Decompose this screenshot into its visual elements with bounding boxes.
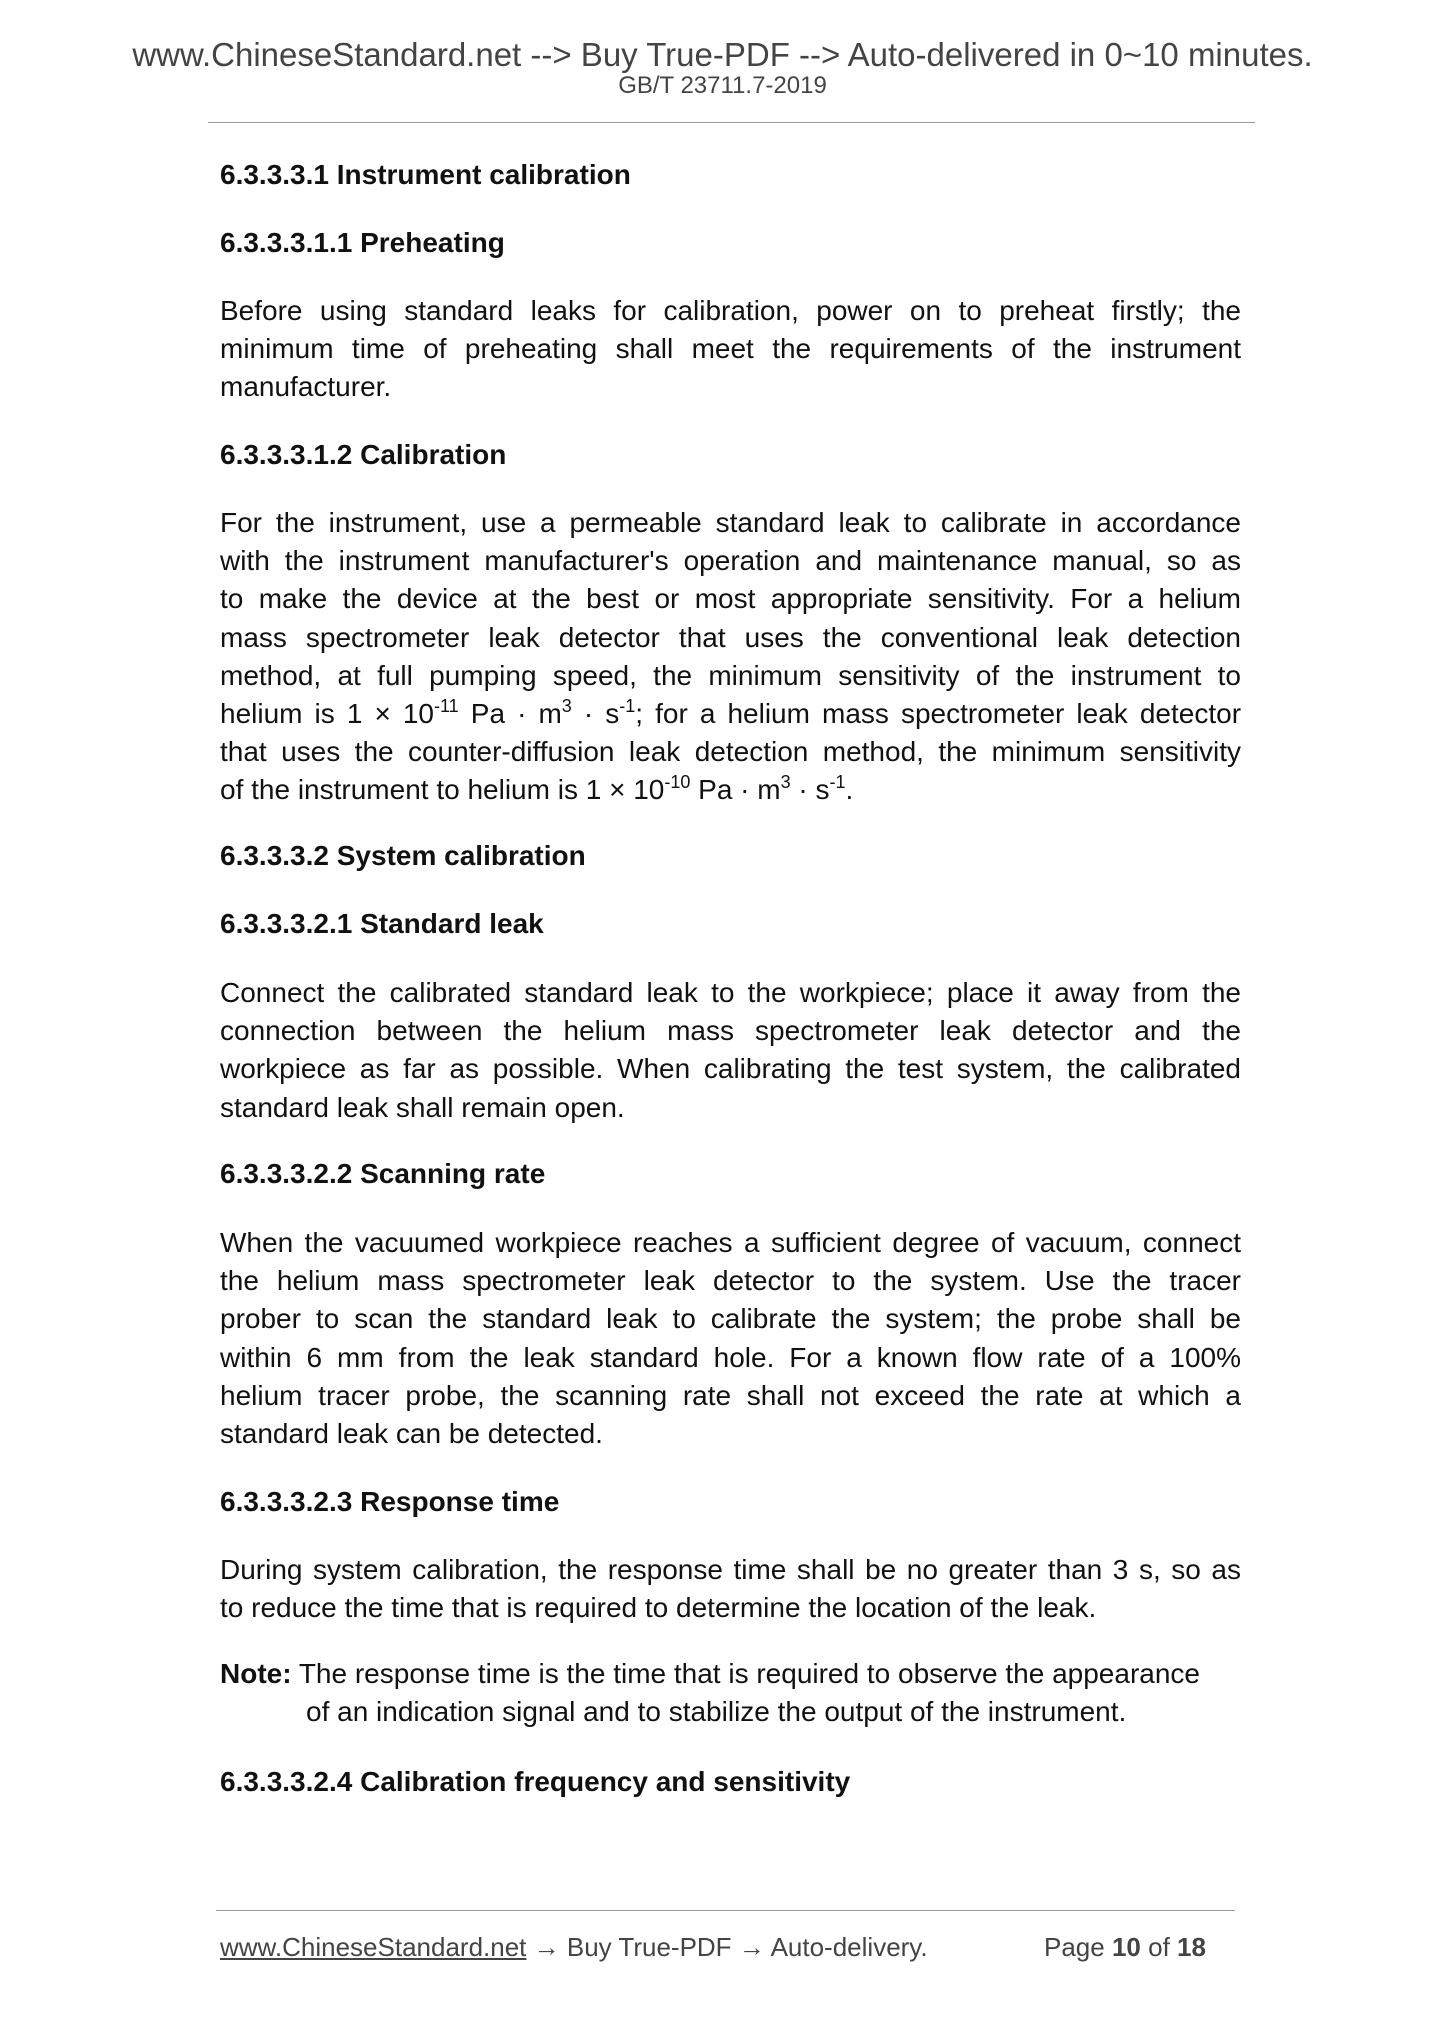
paragraph-preheating bbox=[220, 292, 1241, 407]
note-text-continued: of an indication signal and to stabilize the output of the instrument. bbox=[306, 1696, 1127, 1728]
text-line: the helium mass spectrometer leak detector to the system. Use the tracer bbox=[220, 1265, 1241, 1297]
text-line: to make the device at the best or most appropriate sensitivity. For a helium bbox=[220, 583, 1241, 615]
text-line: method, at full pumping speed, the minimum sensitivity of the instrument to bbox=[220, 659, 1241, 691]
site-banner: www.ChineseStandard.net --> Buy True-PDF --> Auto-delivered in 0~10 minutes. bbox=[132, 36, 1313, 73]
note-label: Note: bbox=[220, 1658, 292, 1689]
text-line: Before using standard leaks for calibration, power on to preheat firstly; the bbox=[220, 295, 1241, 326]
heading-response-time: 6.3.3.3.2.3 Response time bbox=[220, 1486, 560, 1517]
footer-divider bbox=[216, 1910, 1235, 1911]
paragraph-calibration bbox=[220, 504, 1241, 810]
text-line: standard leak can be detected. bbox=[220, 1417, 603, 1449]
heading-calibration: 6.3.3.3.1.2 Calibration bbox=[220, 439, 507, 470]
paragraph-standard-leak bbox=[220, 974, 1241, 1127]
footer-site-link[interactable]: www.ChineseStandard.net bbox=[220, 1932, 527, 1962]
text-line: Connect the calibrated standard leak to the workpiece; place it away from the bbox=[220, 977, 1241, 1008]
text-line: standard leak shall remain open. bbox=[220, 1091, 625, 1123]
heading-instrument-calibration: 6.3.3.3.1 Instrument calibration bbox=[220, 159, 631, 190]
standard-number: GB/T 23711.7-2019 bbox=[618, 72, 827, 99]
footer-promo bbox=[220, 1934, 928, 1960]
text-line: prober to scan the standard leak to calibrate the system; the probe shall be bbox=[220, 1303, 1241, 1335]
paragraph-response-time bbox=[220, 1551, 1241, 1627]
text-line-sensitivity-2: of the instrument to helium is $1 \times 10^{-10}$ $Pa \cdot m^3 \cdot s^{-1}$. bbox=[220, 771, 854, 806]
text-line: minimum time of preheating shall meet the requirements of the instrument bbox=[220, 333, 1241, 365]
text-line: connection between the helium mass spectrometer leak detector and the bbox=[220, 1015, 1241, 1047]
heading-system-calibration: 6.3.3.3.2 System calibration bbox=[220, 840, 586, 871]
footer-promo-text: → Buy True-PDF → Auto-delivery. bbox=[526, 1932, 928, 1962]
page-current: 10 bbox=[1111, 1932, 1141, 1962]
text-line-sensitivity-1: helium is $1 \times 10^{-11}$ $Pa \cdot m^3 \cdot s^{-1}$; for a helium mass spectrometer leak detector bbox=[220, 695, 1242, 729]
heading-scanning-rate: 6.3.3.3.2.2 Scanning rate bbox=[220, 1158, 546, 1189]
text-line: During system calibration, the response time shall be no greater than 3 s, so as bbox=[220, 1554, 1241, 1585]
page-indicator: Page 10 of 18 bbox=[1044, 1932, 1206, 1962]
text-line: to reduce the time that is required to determine the location of the leak. bbox=[220, 1592, 1097, 1624]
heading-preheating: 6.3.3.3.1.1 Preheating bbox=[220, 227, 505, 258]
heading-standard-leak: 6.3.3.3.2.1 Standard leak bbox=[220, 908, 544, 939]
text-line: For the instrument, use a permeable standard leak to calibrate in accordance bbox=[220, 507, 1241, 538]
paragraph-scanning-rate bbox=[220, 1224, 1241, 1453]
text-line: manufacturer. bbox=[220, 371, 392, 403]
text-line: with the instrument manufacturer's operation and maintenance manual, so as bbox=[220, 545, 1241, 577]
text-line: When the vacuumed workpiece reaches a sufficient degree of vacuum, connect bbox=[220, 1227, 1241, 1258]
header-divider bbox=[208, 122, 1255, 123]
page-total: 18 bbox=[1177, 1932, 1206, 1962]
text-line: helium tracer probe, the scanning rate shall not exceed the rate at which a bbox=[220, 1379, 1241, 1411]
note-response-time bbox=[220, 1655, 1241, 1731]
text-line: that uses the counter-diffusion leak detection method, the minimum sensitivity bbox=[220, 736, 1241, 768]
heading-calibration-frequency: 6.3.3.3.2.4 Calibration frequency and sensitivity bbox=[220, 1766, 851, 1797]
text-line: workpiece as far as possible. When calibrating the test system, the calibrated bbox=[220, 1053, 1241, 1085]
note-text: The response time is the time that is required to observe the appearance bbox=[291, 1658, 1200, 1689]
text-line: mass spectrometer leak detector that uses the conventional leak detection bbox=[220, 621, 1241, 653]
text-line: within 6 mm from the leak standard hole. For a known flow rate of a 100% bbox=[220, 1341, 1241, 1373]
